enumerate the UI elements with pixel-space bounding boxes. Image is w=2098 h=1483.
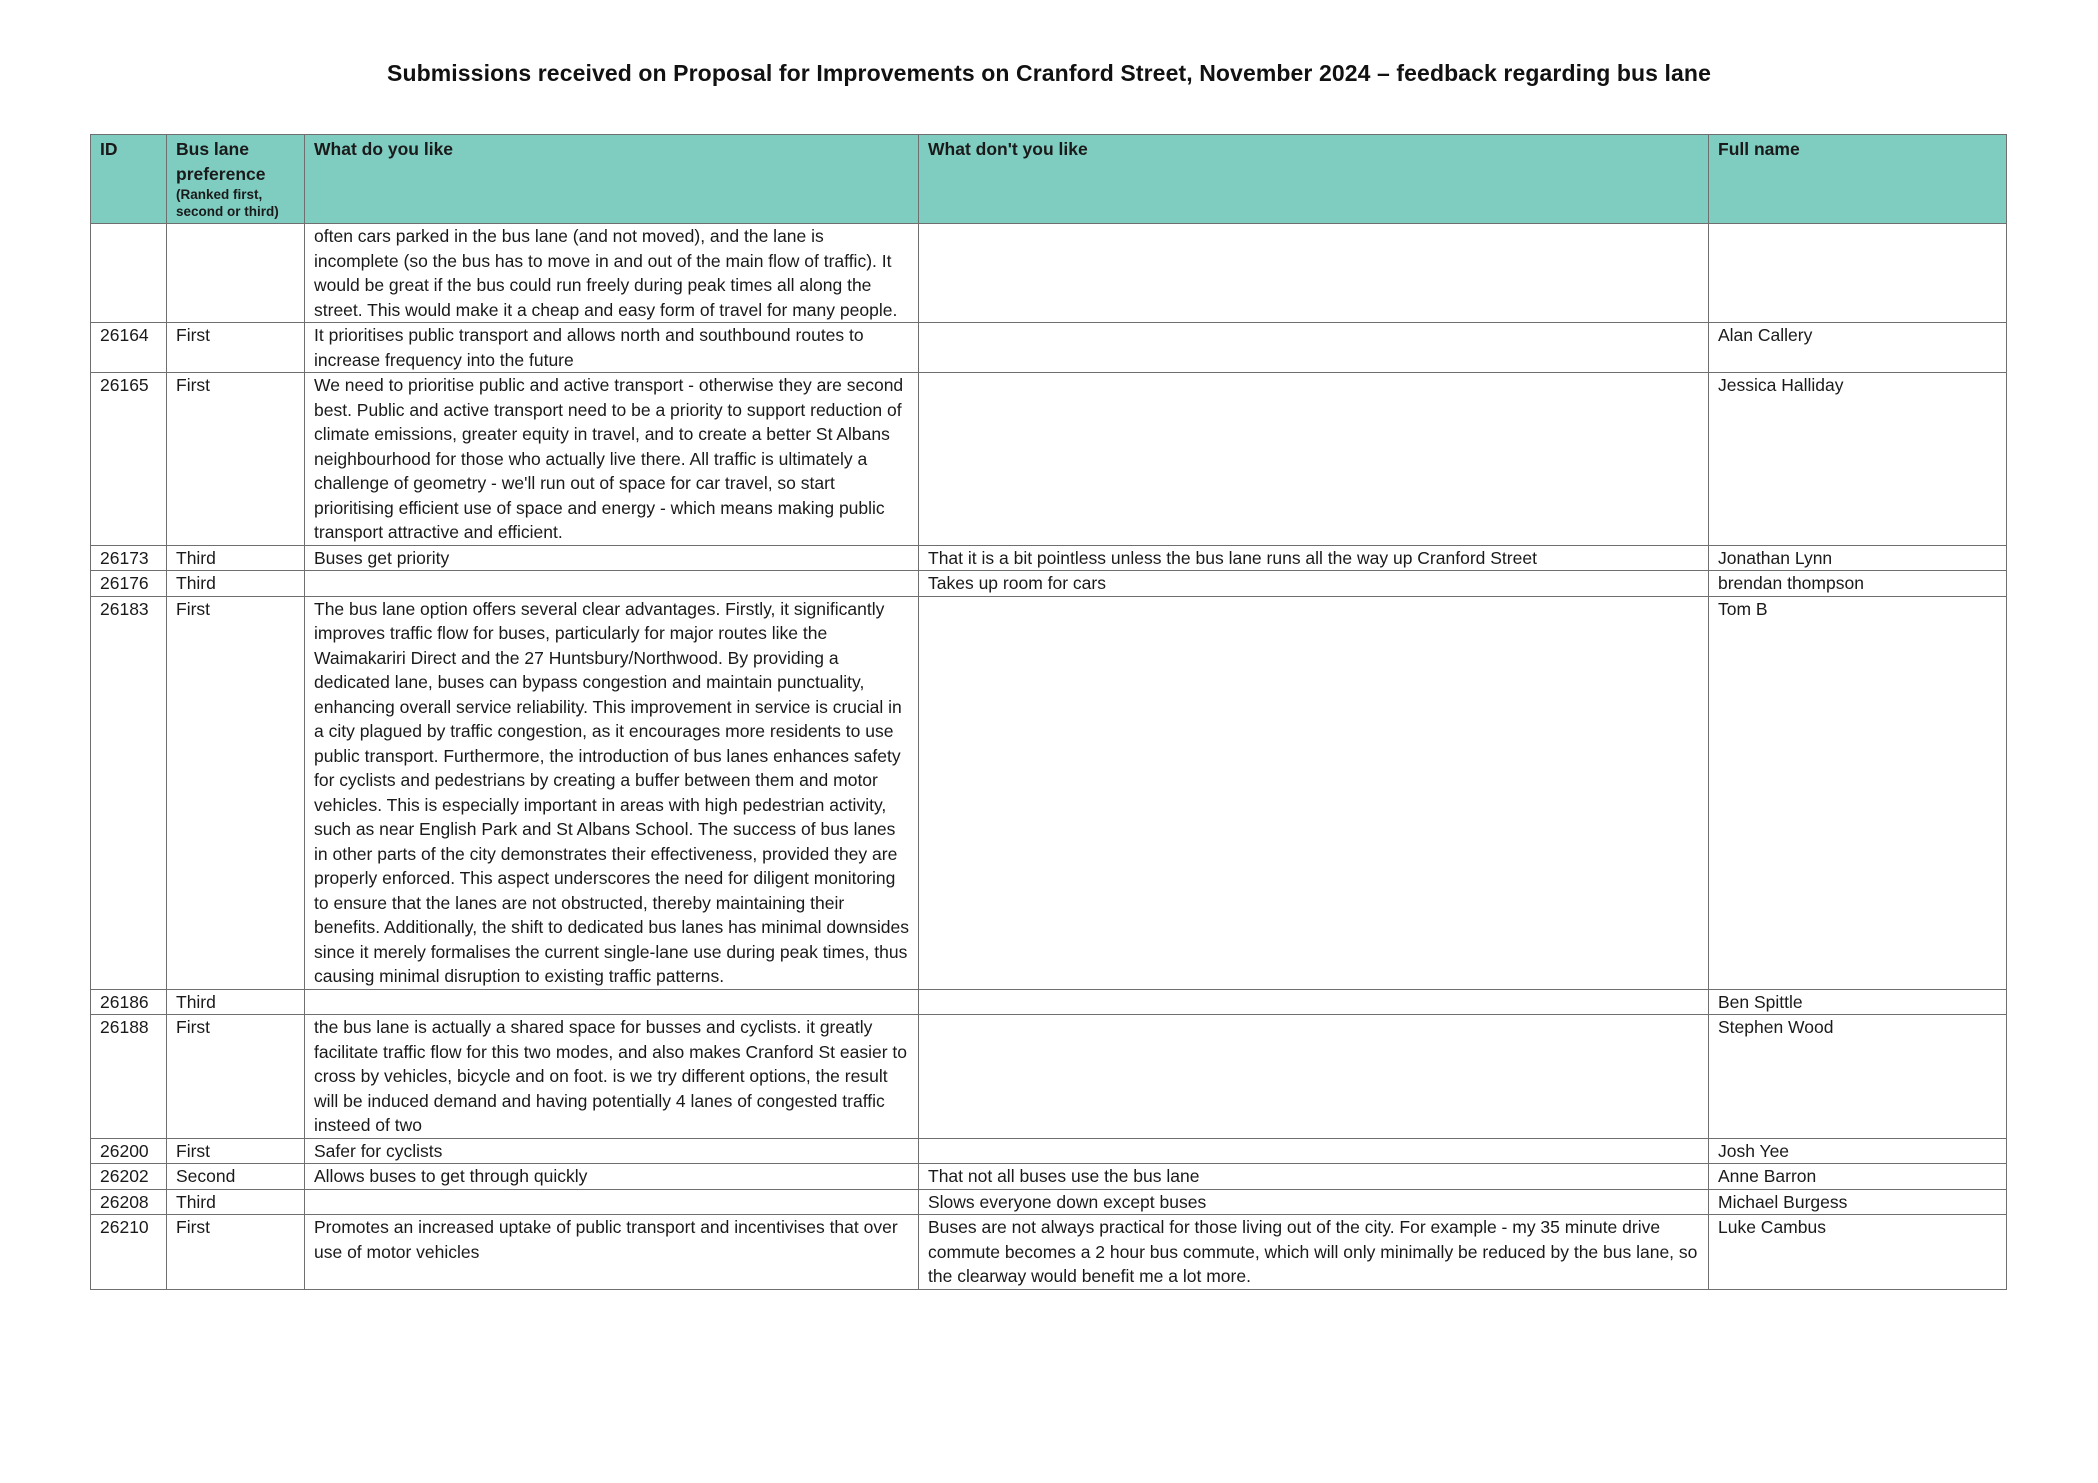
header-preference bbox=[167, 135, 305, 224]
cell-name: brendan thompson bbox=[1709, 571, 2007, 597]
header-id-label: ID bbox=[100, 139, 118, 159]
table-row bbox=[91, 571, 2007, 597]
table-row bbox=[91, 1015, 2007, 1139]
table-row bbox=[91, 1138, 2007, 1164]
cell-like bbox=[305, 1189, 919, 1215]
cell-name: Anne Barron bbox=[1709, 1164, 2007, 1190]
cell-preference: First bbox=[167, 1015, 305, 1139]
cell-like bbox=[305, 571, 919, 597]
table-body bbox=[91, 224, 2007, 1290]
table-row bbox=[91, 1189, 2007, 1215]
cell-id: 26165 bbox=[91, 373, 167, 546]
cell-preference: Third bbox=[167, 1189, 305, 1215]
header-id bbox=[91, 135, 167, 224]
cell-dislike: Buses are not always practical for those living out of the city. For example - my 35 minute drive commute becomes a 2 hour bus commute, which will only minimally be reduced by the bus lane, so the clearway would benefit me a lot more. bbox=[919, 1215, 1709, 1290]
cell-id: 26188 bbox=[91, 1015, 167, 1139]
cell-dislike bbox=[919, 596, 1709, 989]
cell-like: Safer for cyclists bbox=[305, 1138, 919, 1164]
cell-preference: First bbox=[167, 1215, 305, 1290]
table-row bbox=[91, 1215, 2007, 1290]
cell-dislike bbox=[919, 323, 1709, 373]
cell-like: Buses get priority bbox=[305, 545, 919, 571]
cell-name: Alan Callery bbox=[1709, 323, 2007, 373]
cell-id bbox=[91, 224, 167, 323]
cell-dislike bbox=[919, 373, 1709, 546]
cell-name: Jessica Halliday bbox=[1709, 373, 2007, 546]
cell-like: It prioritises public transport and allows north and southbound routes to increase frequency into the future bbox=[305, 323, 919, 373]
cell-dislike bbox=[919, 1138, 1709, 1164]
header-name-label: Full name bbox=[1718, 139, 1800, 159]
cell-id: 26176 bbox=[91, 571, 167, 597]
cell-dislike: Takes up room for cars bbox=[919, 571, 1709, 597]
page-title: Submissions received on Proposal for Improvements on Cranford Street, November 2024 – feedback regarding bus lane bbox=[387, 60, 1711, 86]
header-row bbox=[91, 135, 2007, 224]
cell-name: Luke Cambus bbox=[1709, 1215, 2007, 1290]
table-header bbox=[91, 135, 2007, 224]
table-row bbox=[91, 373, 2007, 546]
cell-preference: First bbox=[167, 323, 305, 373]
cell-preference bbox=[167, 224, 305, 323]
cell-like: We need to prioritise public and active transport - otherwise they are second best. Public and active transport need to be a priority to support reduction of climate emissions, greater equity in travel, and to create a better St Albans neighbourhood for those who actually live there. All traffic is ultimately a challenge of geometry - we'll run out of space for car travel, so start prioritising efficient use of space and energy - which means making public transport attractive and efficient. bbox=[305, 373, 919, 546]
cell-name: Ben Spittle bbox=[1709, 989, 2007, 1015]
cell-id: 26173 bbox=[91, 545, 167, 571]
header-preference-label: Bus lane preference bbox=[176, 139, 266, 184]
cell-preference: Third bbox=[167, 571, 305, 597]
cell-like: Allows buses to get through quickly bbox=[305, 1164, 919, 1190]
submissions-table bbox=[90, 134, 2007, 1290]
cell-preference: Third bbox=[167, 545, 305, 571]
header-name bbox=[1709, 135, 2007, 224]
cell-dislike: Slows everyone down except buses bbox=[919, 1189, 1709, 1215]
cell-dislike bbox=[919, 989, 1709, 1015]
table-row bbox=[91, 545, 2007, 571]
cell-preference: First bbox=[167, 373, 305, 546]
cell-name: Tom B bbox=[1709, 596, 2007, 989]
cell-dislike: That not all buses use the bus lane bbox=[919, 1164, 1709, 1190]
cell-dislike: That it is a bit pointless unless the bus lane runs all the way up Cranford Street bbox=[919, 545, 1709, 571]
cell-like bbox=[305, 989, 919, 1015]
cell-preference: Second bbox=[167, 1164, 305, 1190]
cell-like: often cars parked in the bus lane (and not moved), and the lane is incomplete (so the bus has to move in and out of the main flow of traffic). It would be great if the bus could run freely during peak times all along the street. This would make it a cheap and easy form of travel for many people. bbox=[305, 224, 919, 323]
cell-name: Michael Burgess bbox=[1709, 1189, 2007, 1215]
cell-like: Promotes an increased uptake of public transport and incentivises that over use of motor vehicles bbox=[305, 1215, 919, 1290]
cell-like: the bus lane is actually a shared space for busses and cyclists. it greatly facilitate traffic flow for this two modes, and also makes Cranford St easier to cross by vehicles, bicycle and on foot. is we try different options, the result will be induced demand and having potentially 4 lanes of congested traffic insteed of two bbox=[305, 1015, 919, 1139]
table-row bbox=[91, 323, 2007, 373]
cell-name bbox=[1709, 224, 2007, 323]
header-like bbox=[305, 135, 919, 224]
table-row bbox=[91, 224, 2007, 323]
header-dislike-label: What don't you like bbox=[928, 139, 1088, 159]
cell-id: 26202 bbox=[91, 1164, 167, 1190]
header-preference-note: (Ranked first, second or third) bbox=[176, 187, 279, 219]
cell-id: 26200 bbox=[91, 1138, 167, 1164]
table-row bbox=[91, 1164, 2007, 1190]
cell-name: Stephen Wood bbox=[1709, 1015, 2007, 1139]
cell-id: 26210 bbox=[91, 1215, 167, 1290]
table-row bbox=[91, 989, 2007, 1015]
cell-dislike bbox=[919, 1015, 1709, 1139]
cell-preference: First bbox=[167, 596, 305, 989]
header-like-label: What do you like bbox=[314, 139, 454, 159]
table-row bbox=[91, 596, 2007, 989]
cell-preference: Third bbox=[167, 989, 305, 1015]
cell-id: 26186 bbox=[91, 989, 167, 1015]
cell-id: 26208 bbox=[91, 1189, 167, 1215]
cell-like: The bus lane option offers several clear advantages. Firstly, it significantly improves traffic flow for buses, particularly for major routes like the Waimakariri Direct and the 27 Huntsbury/Northwood. By providing a dedicated lane, buses can bypass congestion and maintain punctuality, enhancing overall service reliability. This improvement in service is crucial in a city plagued by traffic congestion, as it encourages more residents to use public transport. Furthermore, the introduction of bus lanes enhances safety for cyclists and pedestrians by creating a buffer between them and motor vehicles. This is especially important in areas with high pedestrian activity, such as near English Park and St Albans School. The success of bus lanes in other parts of the city demonstrates their effectiveness, provided they are properly enforced. This aspect underscores the need for diligent monitoring to ensure that the lanes are not obstructed, thereby maintaining their benefits. Additionally, the shift to dedicated bus lanes has minimal downsides since it merely formalises the current single-lane use during peak times, thus causing minimal disruption to existing traffic patterns. bbox=[305, 596, 919, 989]
cell-name: Josh Yee bbox=[1709, 1138, 2007, 1164]
cell-id: 26183 bbox=[91, 596, 167, 989]
cell-preference: First bbox=[167, 1138, 305, 1164]
cell-name: Jonathan Lynn bbox=[1709, 545, 2007, 571]
cell-dislike bbox=[919, 224, 1709, 323]
cell-id: 26164 bbox=[91, 323, 167, 373]
header-dislike bbox=[919, 135, 1709, 224]
